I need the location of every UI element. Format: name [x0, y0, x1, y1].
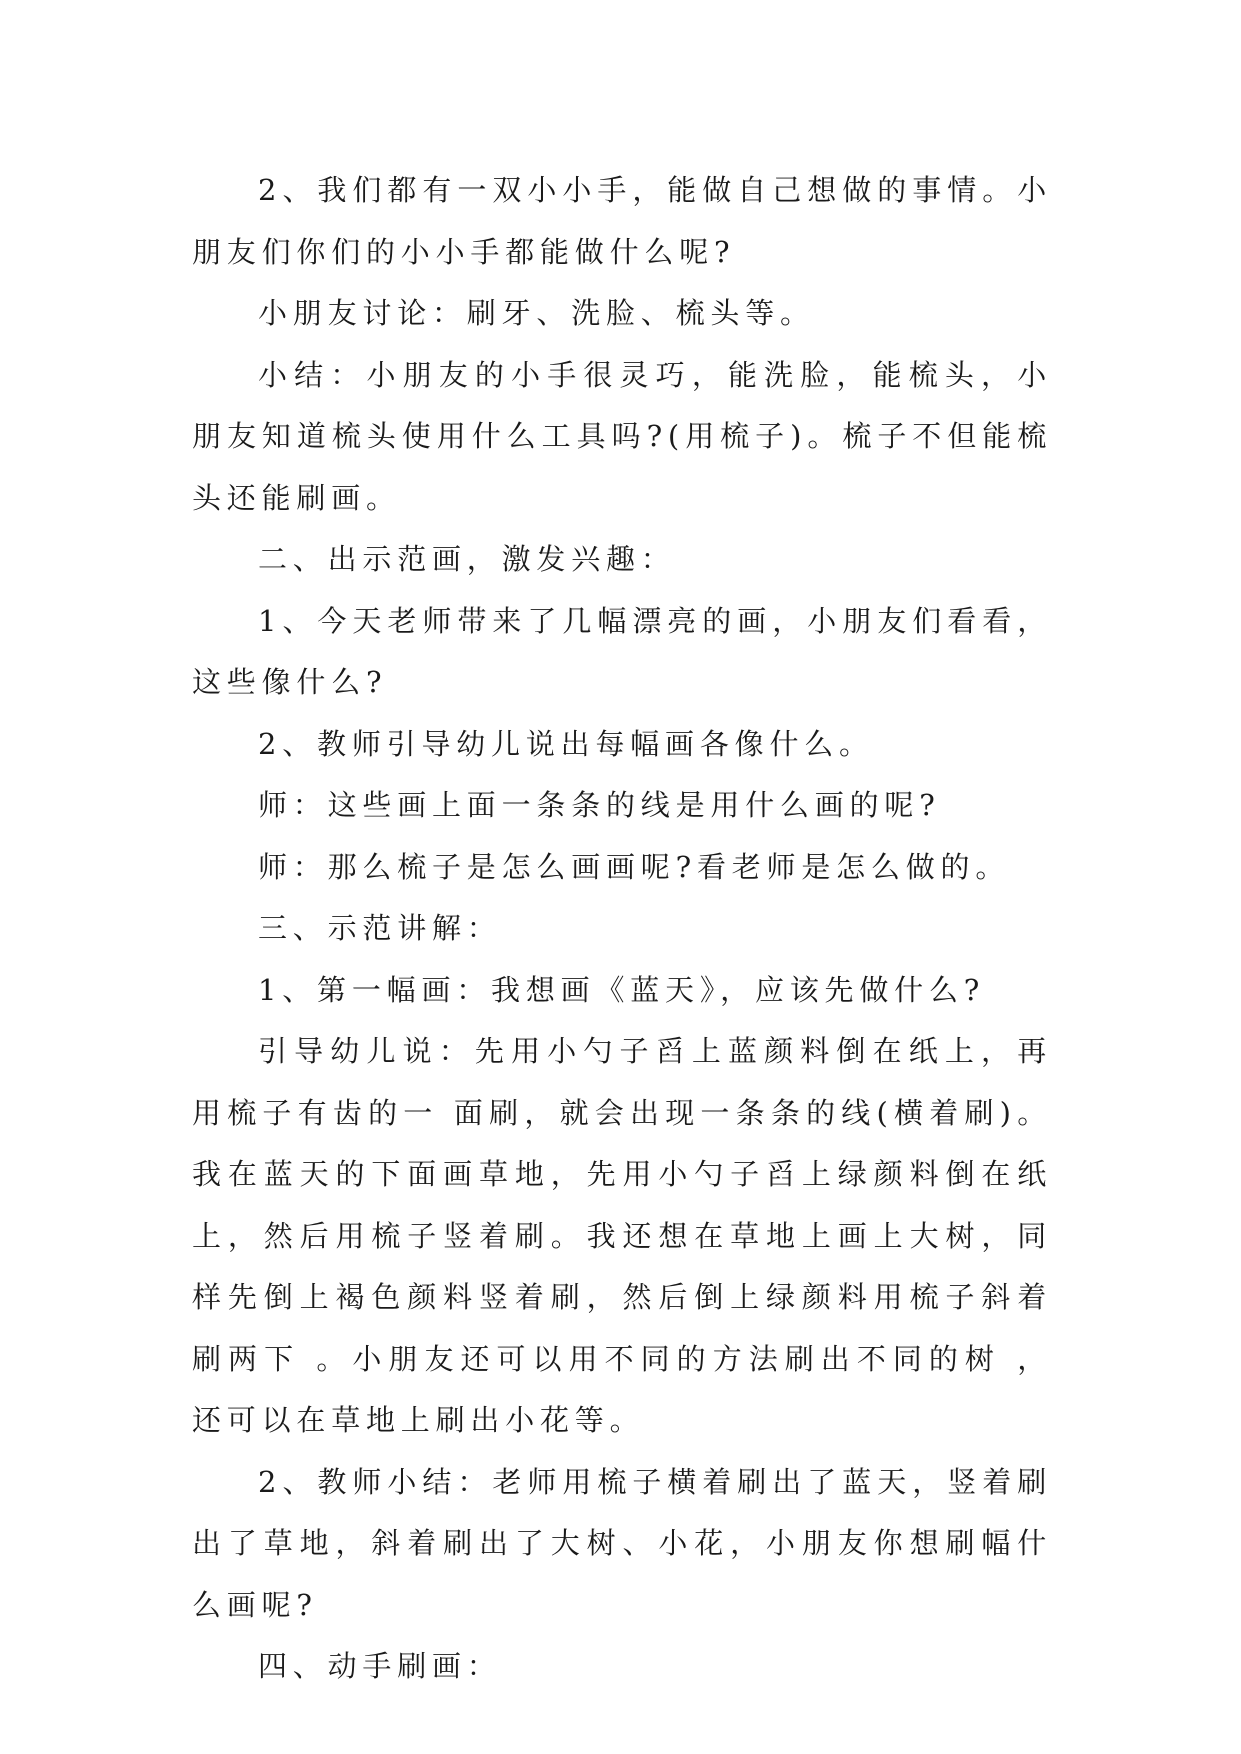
paragraph-teacher-brought-paintings: 1、今天老师带来了几幅漂亮的画，小朋友们看看，这些像什么? [192, 603, 1052, 699]
section-heading-hands-on: 四、动手刷画： [258, 1649, 502, 1683]
section-heading-demonstration: 三、示范讲解： [258, 911, 502, 945]
paragraph-teacher-lines-question: 师：这些画上面一条条的线是用什么画的呢? [258, 788, 941, 822]
paragraph-guide-children: 2、教师引导幼儿说出每幅画各像什么。 [258, 726, 874, 761]
paragraph-children-discussion: 小朋友讨论：刷牙、洗脸、梳头等。 [258, 296, 815, 330]
paragraph-teacher-summary: 2、教师小结：老师用梳子横着刷出了蓝天，竖着刷出了草地，斜着刷出了大树、小花，小朋友你想刷幅什么画呢? [192, 1464, 1052, 1622]
paragraph-guide-children-steps: 引导幼儿说：先用小勺子舀上蓝颜料倒在纸上，再用梳子有齿的一 面刷，就会出现一条条的线(横着刷)。我在蓝天的下面画草地，先用小勺子舀上绿颜料倒在纸上，然后用梳子竖着刷。我还想在草地上画上大树，同样先倒上褐色颜料竖着刷，然后倒上绿颜料用梳子斜着刷两下 。小朋友还可以用不同的方法刷出不同的树 ，还可以在草地上刷出小花等。 [192, 1034, 1052, 1437]
paragraph-first-painting: 1、第一幅画：我想画《蓝天》，应该先做什么? [258, 972, 986, 1007]
paragraph-hands-question: 2、我们都有一双小小手，能做自己想做的事情。小朋友们你们的小小手都能做什么呢? [192, 173, 1052, 269]
section-heading-show-sample: 二、出示范画，激发兴趣： [258, 542, 676, 576]
document-body [192, 160, 1052, 1698]
paragraph-summary-comb: 小结：小朋友的小手很灵巧，能洗脸，能梳头，小朋友知道梳头使用什么工具吗?(用梳子)。梳子不但能梳头还能刷画。 [192, 357, 1052, 515]
paragraph-teacher-how-comb-paints: 师：那么梳子是怎么画画呢?看老师是怎么做的。 [258, 849, 1011, 884]
